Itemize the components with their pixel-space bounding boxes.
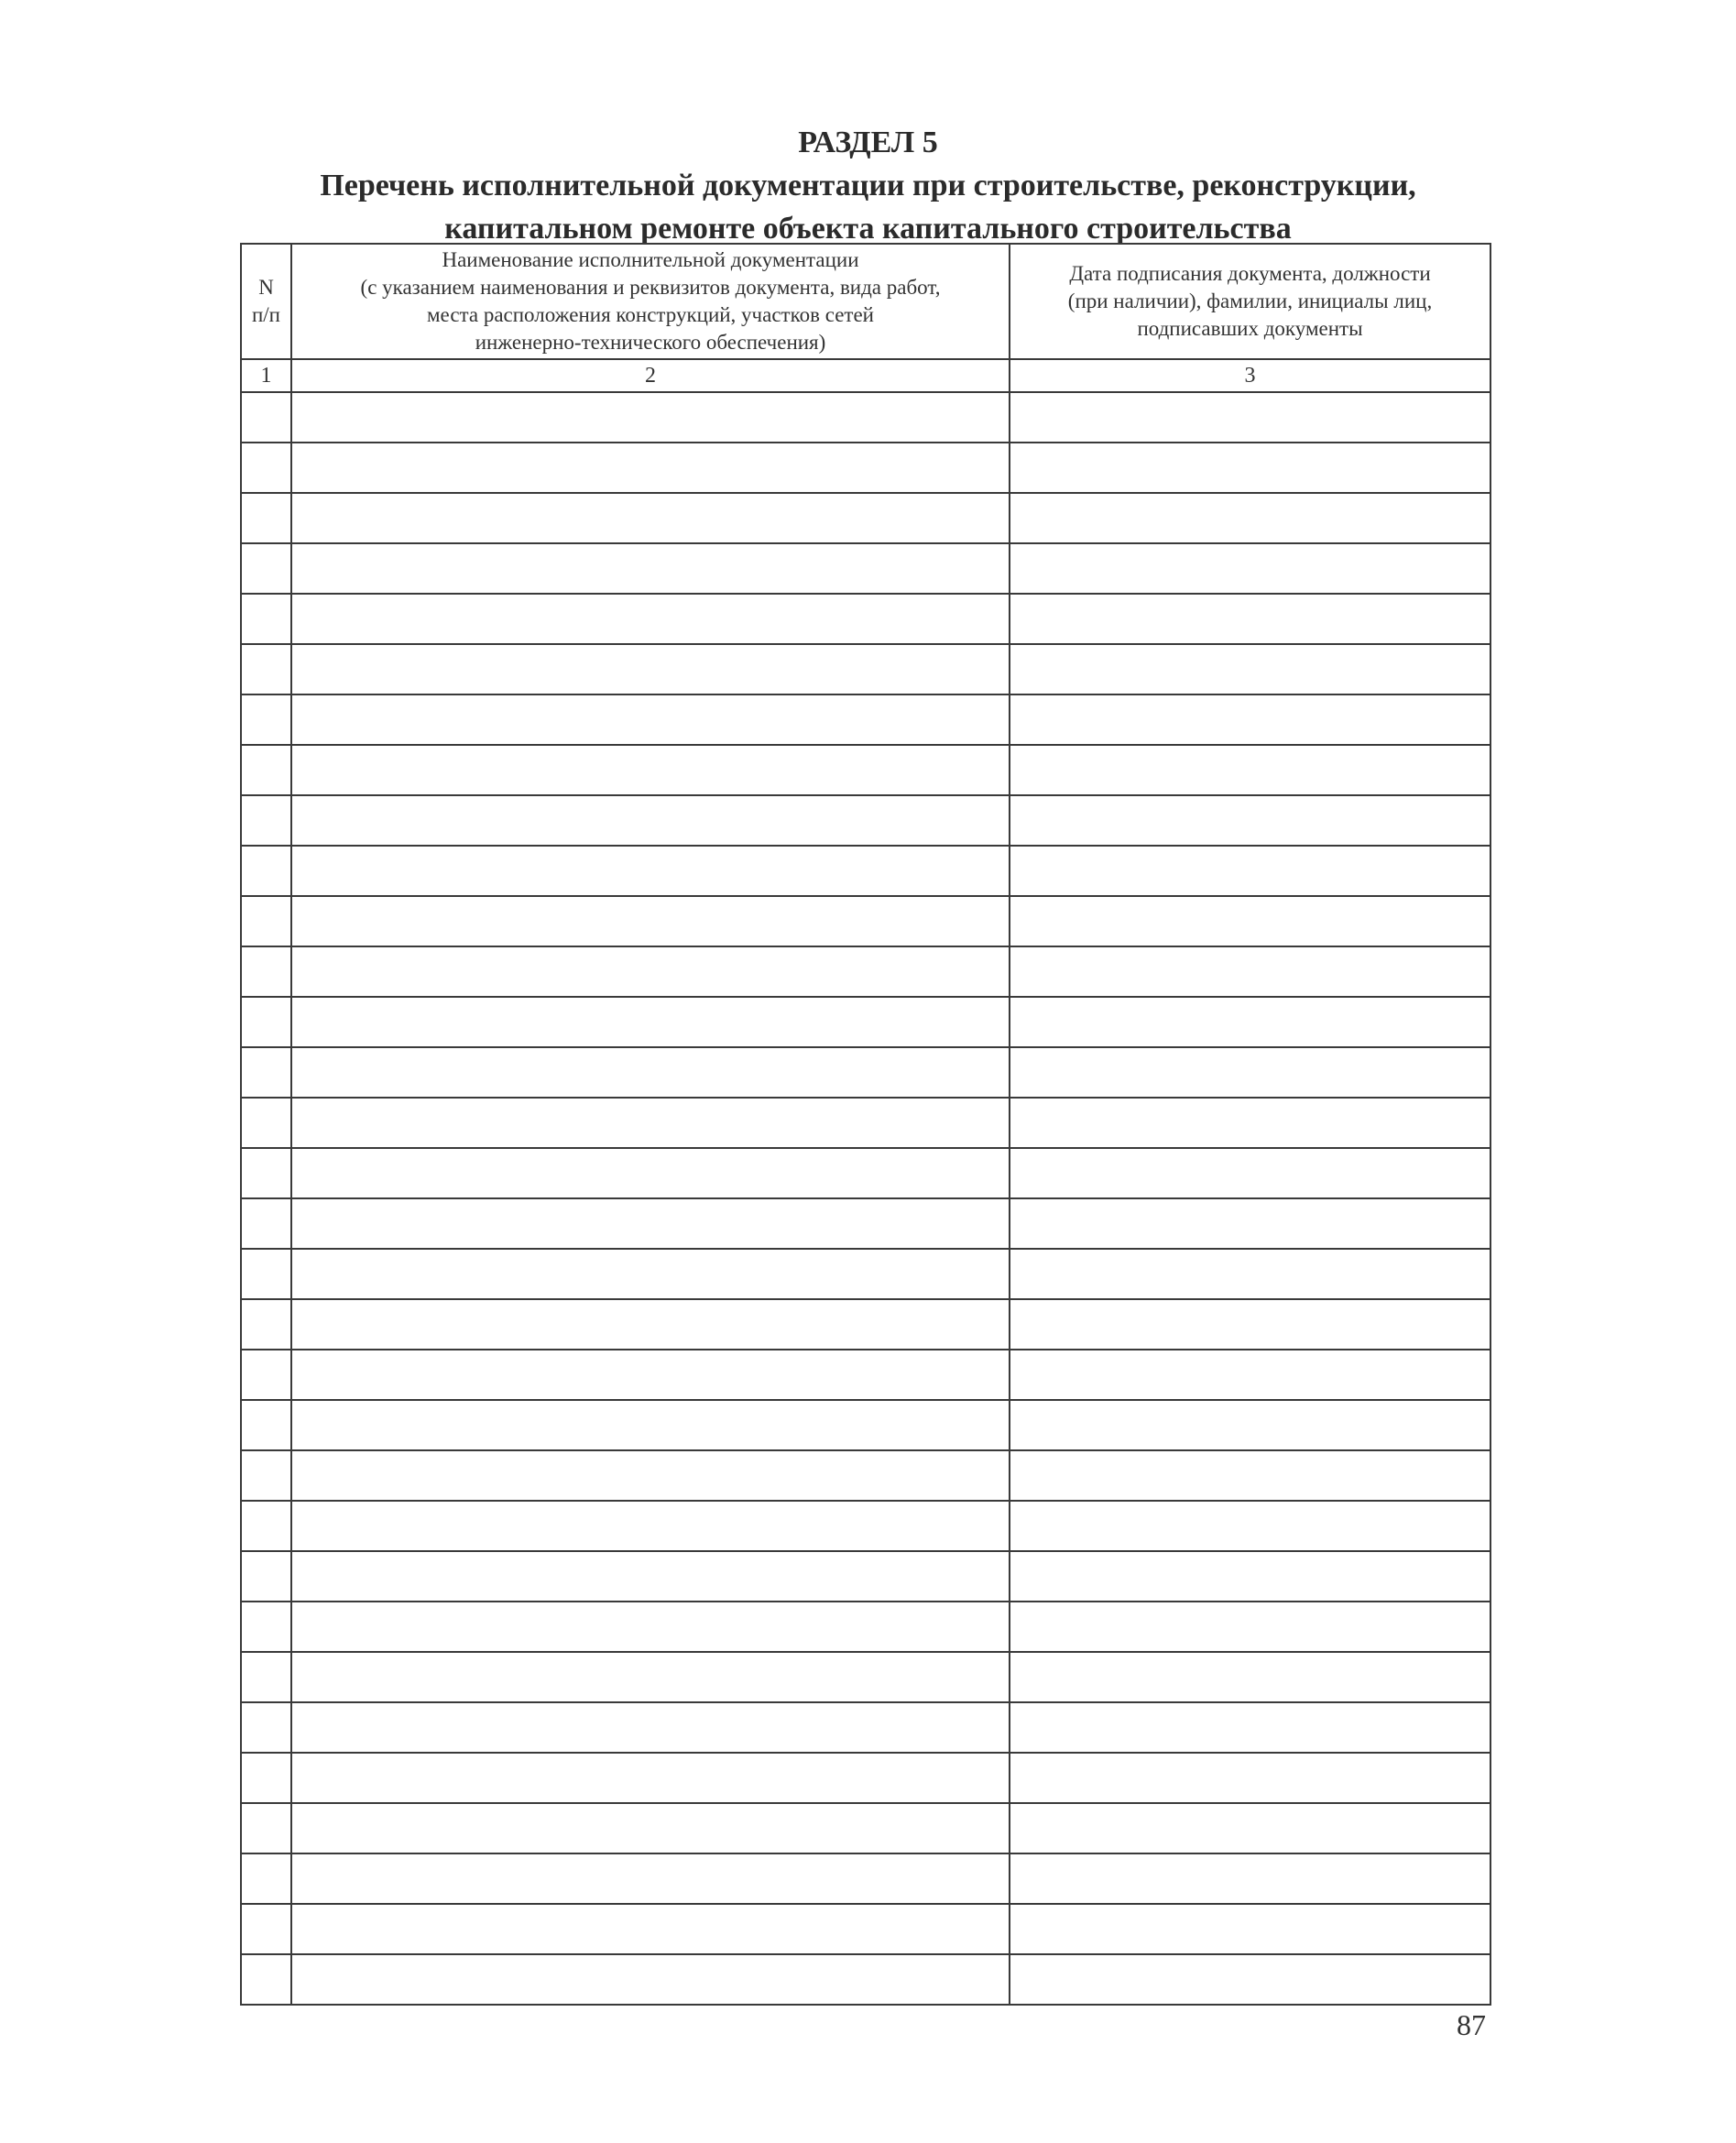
table-row [241, 1400, 1490, 1450]
table-cell [291, 443, 1010, 493]
table-cell [291, 543, 1010, 594]
table-cell [291, 694, 1010, 745]
table-row [241, 1853, 1490, 1904]
header-text: (с указанием наименования и реквизитов документа, вида работ, [360, 276, 941, 299]
table-cell [241, 1501, 291, 1551]
column-number: 2 [291, 359, 1010, 392]
header-text: Дата подписания документа, должности [1069, 262, 1431, 285]
section-heading [0, 121, 1736, 250]
table-cell [1010, 1602, 1490, 1652]
page-number: 87 [1457, 2008, 1486, 2041]
table-cell [1010, 1954, 1490, 2005]
header-text: (при наличии), фамилии, инициалы лиц, [1067, 290, 1433, 312]
table-row [241, 1098, 1490, 1148]
table-cell [241, 1904, 291, 1954]
table-cell [1010, 644, 1490, 694]
table-row [241, 1702, 1490, 1753]
table-cell [291, 846, 1010, 896]
table-row [241, 392, 1490, 443]
table-row [241, 1954, 1490, 2005]
header-signature-cell [1010, 244, 1490, 359]
table-cell [1010, 543, 1490, 594]
table-cell [241, 1450, 291, 1501]
table-cell [291, 1098, 1010, 1148]
table-cell [1010, 946, 1490, 997]
header-text: места расположения конструкций, участков сетей [427, 303, 874, 326]
header-number-cell [241, 244, 291, 359]
section-subtitle-line: капитальном ремонте объекта капитального строительства [444, 212, 1292, 246]
table-cell [1010, 1853, 1490, 1904]
section-title: РАЗДЕЛ 5 [798, 126, 938, 159]
table-cell [241, 745, 291, 795]
table-cell [1010, 846, 1490, 896]
header-text: N [258, 276, 274, 299]
table-row [241, 1299, 1490, 1350]
table-cell [1010, 745, 1490, 795]
table-cell [241, 1602, 291, 1652]
table-cell [1010, 443, 1490, 493]
table-cell [1010, 997, 1490, 1047]
table-row [241, 1602, 1490, 1652]
table-cell [241, 946, 291, 997]
table-row [241, 1753, 1490, 1803]
table-cell [241, 1350, 291, 1400]
table-cell [1010, 1198, 1490, 1249]
table-cell [1010, 1702, 1490, 1753]
table-cell [241, 795, 291, 846]
table-cell [241, 896, 291, 946]
table-cell [1010, 1098, 1490, 1148]
table-cell [1010, 493, 1490, 543]
table-row [241, 1501, 1490, 1551]
table-cell [1010, 1450, 1490, 1501]
column-number: 3 [1010, 359, 1490, 392]
table-cell [291, 1249, 1010, 1299]
table-cell [291, 1299, 1010, 1350]
header-row [241, 244, 1490, 359]
table-cell [291, 1450, 1010, 1501]
table-row [241, 745, 1490, 795]
table-row [241, 443, 1490, 493]
table-cell [241, 694, 291, 745]
table-cell [291, 1702, 1010, 1753]
table-cell [291, 1753, 1010, 1803]
header-text: инженерно-технического обеспечения) [475, 331, 826, 354]
header-document-name-cell [291, 244, 1010, 359]
table-row [241, 997, 1490, 1047]
table-cell [291, 1501, 1010, 1551]
table-cell [241, 443, 291, 493]
table-cell [291, 896, 1010, 946]
table-cell [291, 946, 1010, 997]
table-cell [241, 1652, 291, 1702]
header-text: подписавших документы [1137, 317, 1363, 340]
table-cell [241, 594, 291, 644]
table-row [241, 644, 1490, 694]
table-cell [241, 1702, 291, 1753]
table-cell [241, 392, 291, 443]
table-cell [1010, 1148, 1490, 1198]
table-row [241, 795, 1490, 846]
table-row [241, 946, 1490, 997]
table-cell [241, 543, 291, 594]
table-cell [1010, 1753, 1490, 1803]
column-number-row [241, 359, 1490, 392]
table-cell [1010, 1047, 1490, 1098]
table-cell [241, 1198, 291, 1249]
table-cell [291, 1652, 1010, 1702]
documentation-register-table [240, 243, 1491, 2006]
table-row [241, 1904, 1490, 1954]
table-cell [241, 1551, 291, 1602]
table-cell [291, 1904, 1010, 1954]
table-cell [241, 1047, 291, 1098]
table-cell [291, 1198, 1010, 1249]
section-subtitle-line: Перечень исполнительной документации при строительстве, реконструкции, [320, 169, 1416, 202]
table-cell [241, 1299, 291, 1350]
table-cell [1010, 594, 1490, 644]
table-row [241, 1148, 1490, 1198]
table-row [241, 694, 1490, 745]
table-cell [241, 1249, 291, 1299]
table-cell [1010, 694, 1490, 745]
table-cell [291, 1148, 1010, 1198]
column-number: 1 [241, 359, 291, 392]
table-cell [241, 493, 291, 543]
table-cell [241, 997, 291, 1047]
table-row [241, 1803, 1490, 1853]
table-row [241, 1450, 1490, 1501]
table-row [241, 1551, 1490, 1602]
table-row [241, 896, 1490, 946]
table-cell [241, 644, 291, 694]
table-cell [291, 644, 1010, 694]
table-cell [241, 846, 291, 896]
table-cell [291, 1803, 1010, 1853]
table-cell [1010, 896, 1490, 946]
table-cell [241, 1148, 291, 1198]
table-cell [1010, 795, 1490, 846]
table-cell [291, 594, 1010, 644]
table-cell [291, 1954, 1010, 2005]
table-cell [291, 1400, 1010, 1450]
table-cell [291, 1350, 1010, 1400]
table-row [241, 1350, 1490, 1400]
header-text: п/п [251, 303, 280, 326]
table-row [241, 1198, 1490, 1249]
table-cell [241, 1098, 291, 1148]
table-row [241, 1047, 1490, 1098]
header-text: Наименование исполнительной документации [442, 248, 859, 271]
table-cell [1010, 1803, 1490, 1853]
table-cell [1010, 1350, 1490, 1400]
table-cell [1010, 1249, 1490, 1299]
table-cell [1010, 1501, 1490, 1551]
table-cell [291, 1551, 1010, 1602]
table-cell [291, 795, 1010, 846]
table-row [241, 1249, 1490, 1299]
table-cell [1010, 1400, 1490, 1450]
table-cell [291, 745, 1010, 795]
table-row [241, 846, 1490, 896]
table-cell [291, 1047, 1010, 1098]
table-cell [291, 1853, 1010, 1904]
table-cell [1010, 1299, 1490, 1350]
table-cell [291, 997, 1010, 1047]
table-cell [241, 1753, 291, 1803]
table-cell [241, 1803, 291, 1853]
table-cell [241, 1400, 291, 1450]
table-cell [1010, 392, 1490, 443]
table-row [241, 1652, 1490, 1702]
table-row [241, 493, 1490, 543]
table-row [241, 594, 1490, 644]
table-cell [241, 1853, 291, 1904]
table-cell [1010, 1904, 1490, 1954]
table-cell [1010, 1551, 1490, 1602]
table-cell [291, 392, 1010, 443]
table-row [241, 543, 1490, 594]
table-cell [1010, 1652, 1490, 1702]
table-cell [291, 1602, 1010, 1652]
table-cell [291, 493, 1010, 543]
table-cell [241, 1954, 291, 2005]
